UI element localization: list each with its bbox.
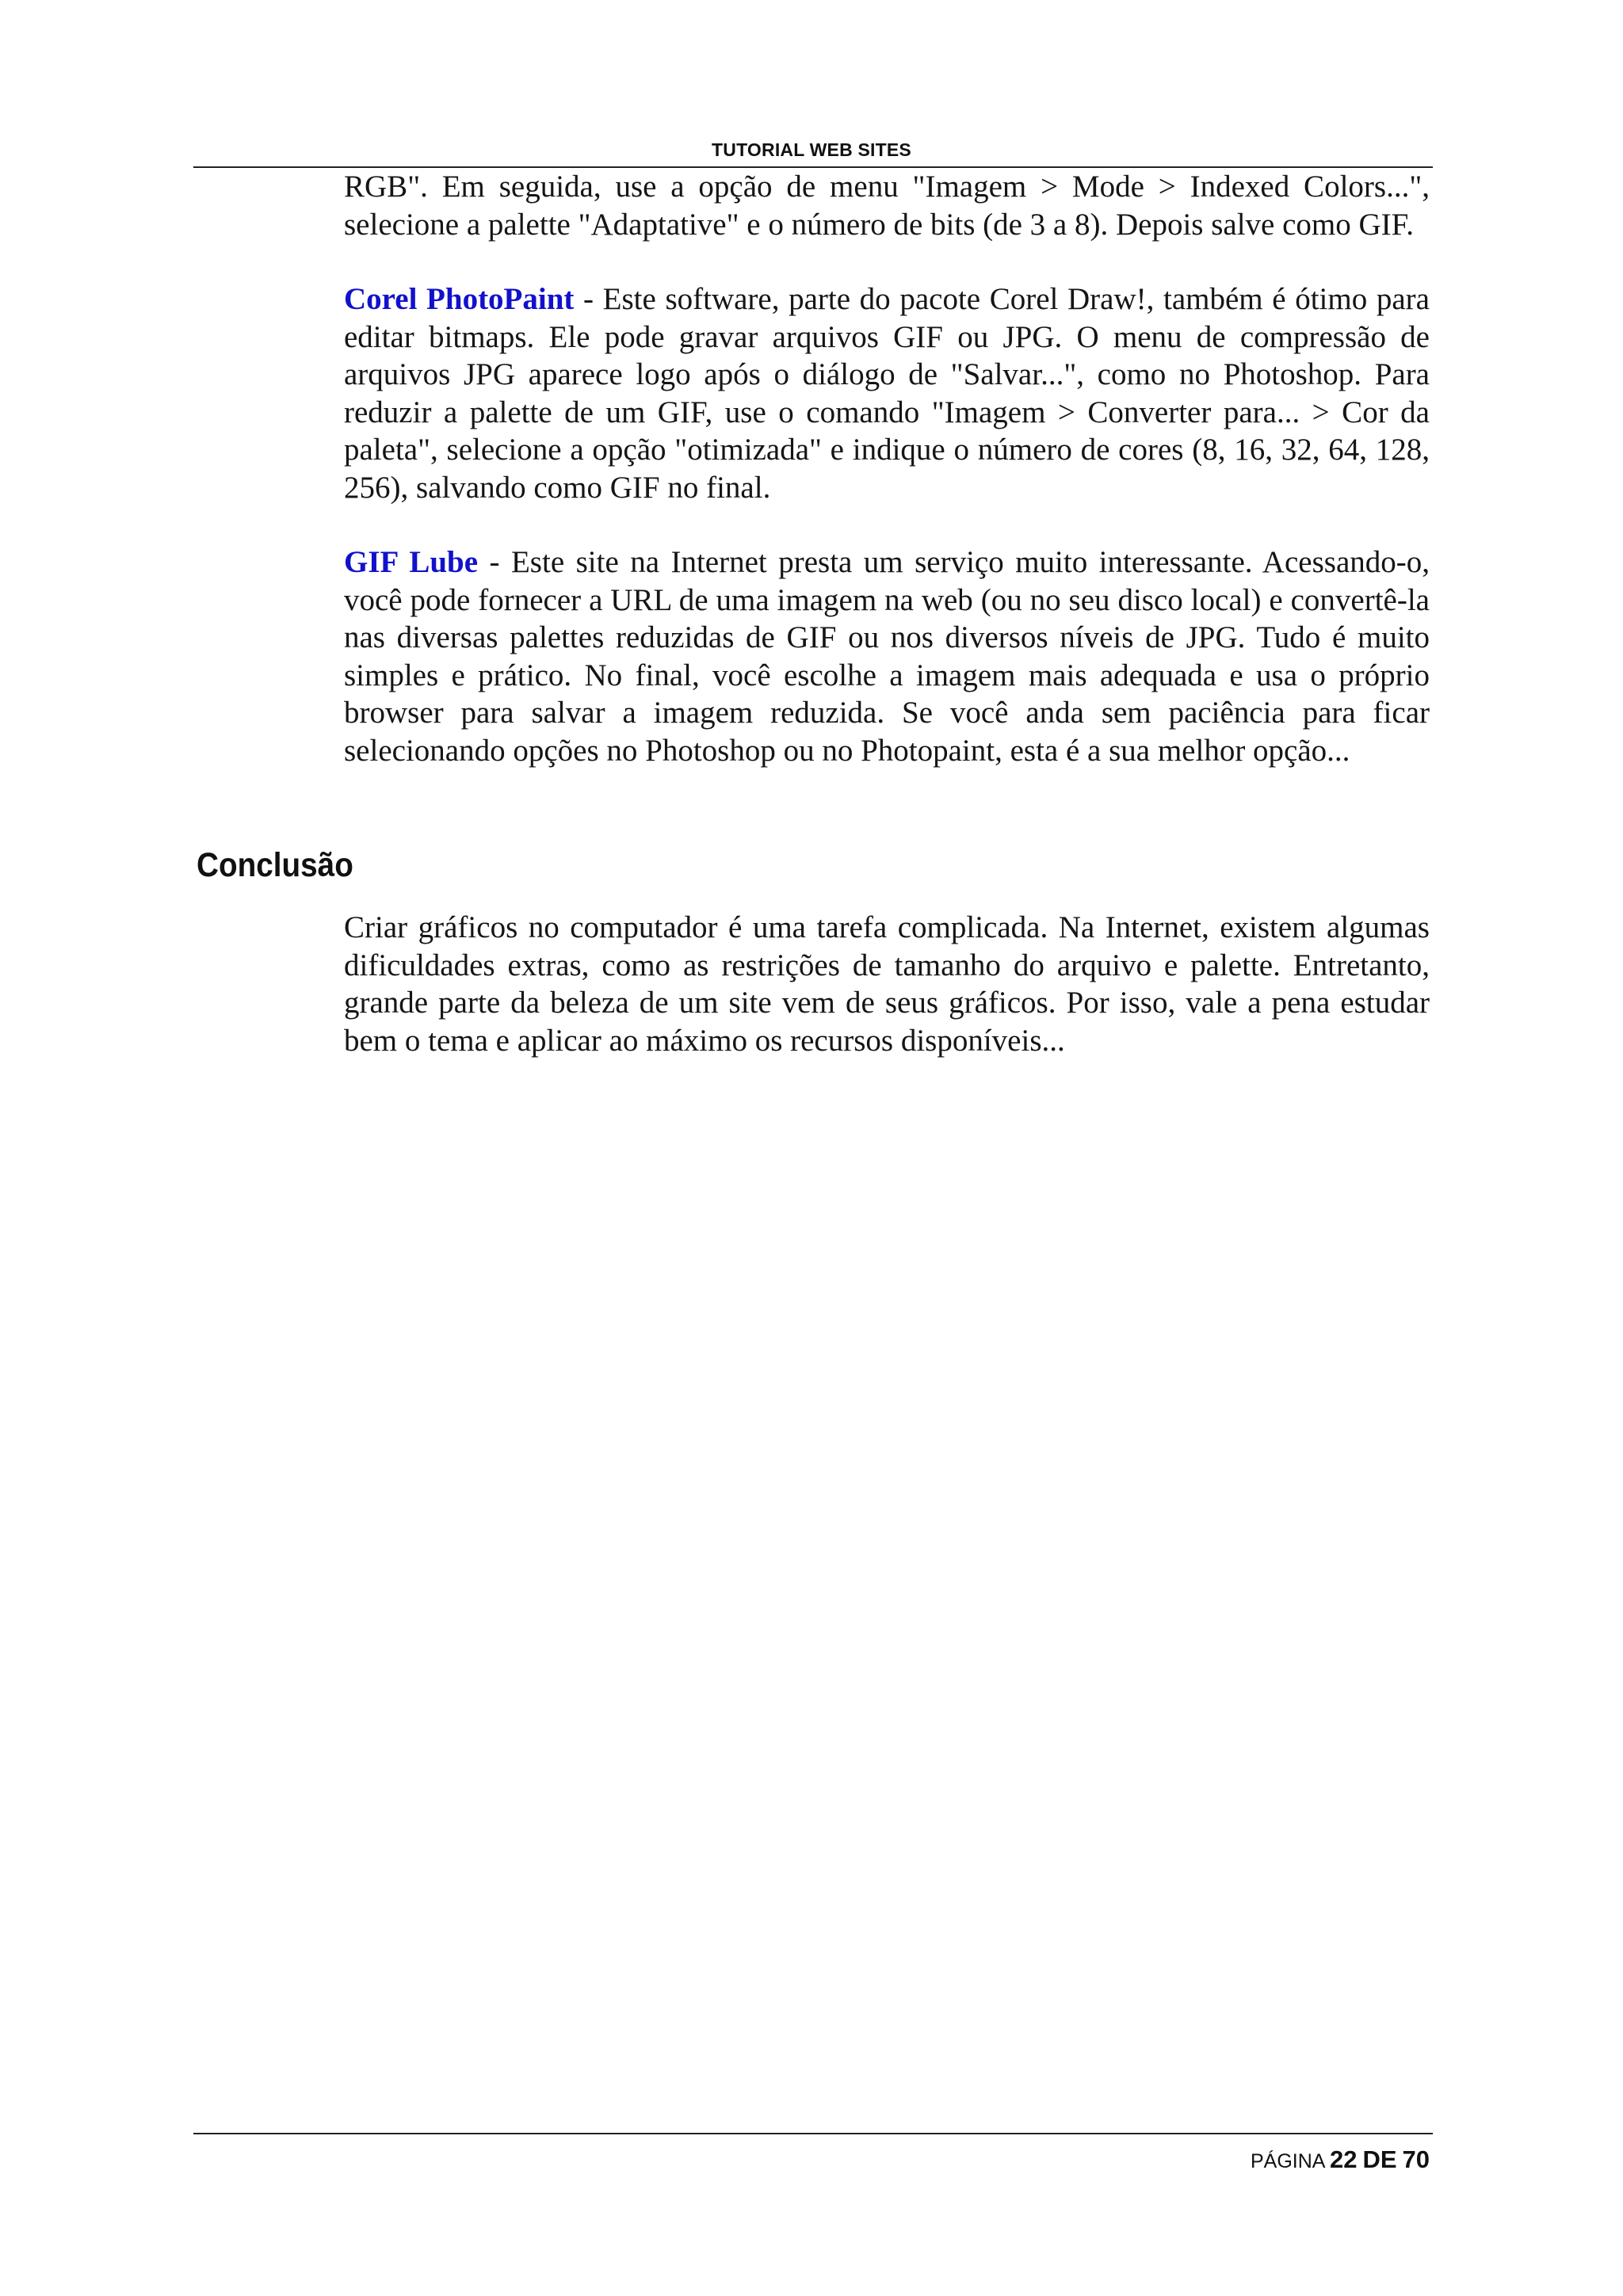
- gif-lube-description: - Este site na Internet presta um serviço muito interessante. Acessando-o, você pode fornecer a URL de uma imagem na web (ou no seu disco local) e convertê-la nas diversas palettes reduzidas de GIF ou nos diversos níveis de JPG. Tudo é muito simples e prático. No final, você escolhe a imagem mais adequada e usa o próprio browser para salvar a imagem reduzida. Se você anda sem paciência para ficar selecionando opções no Photoshop ou no Photopaint, esta é a sua melhor opção...: [344, 545, 1430, 768]
- page-of-label: DE: [1362, 2145, 1397, 2173]
- page-label: PÁGINA: [1251, 2150, 1325, 2172]
- running-header: TUTORIAL WEB SITES: [712, 139, 911, 160]
- paragraph-corel-photopaint: [344, 280, 1430, 506]
- page-total: 70: [1402, 2145, 1430, 2173]
- corel-photopaint-lead: Corel PhotoPaint: [344, 282, 575, 316]
- corel-paragraph-text: [344, 280, 1430, 506]
- giflube-paragraph-text: [344, 543, 1430, 769]
- paragraph-conclusion: [344, 909, 1430, 1059]
- page-number: 22: [1330, 2145, 1358, 2173]
- footer-rule: [193, 2133, 1433, 2134]
- page-footer: [1251, 2145, 1430, 2174]
- paragraph-gif-lube: [344, 543, 1430, 769]
- conclusion-text: Criar gráficos no computador é uma tarefa complicada. Na Internet, existem algumas dificuldades extras, como as restrições de tamanho do arquivo e palette. Entretanto, grande parte da beleza de um site vem de seus gráficos. Por isso, vale a pena estudar bem o tema e aplicar ao máximo os recursos disponíveis...: [344, 910, 1430, 1058]
- section-heading-conclusao: Conclusão: [197, 846, 353, 884]
- corel-photopaint-description: - Este software, parte do pacote Corel Draw!, também é ótimo para editar bitmaps. Ele pode gravar arquivos GIF ou JPG. O menu de compressão de arquivos JPG aparece logo após o diálogo de "Salvar...", como no Photoshop. Para reduzir a palette de um GIF, use o comando "Imagem > Converter para... > Cor da paleta", selecione a opção "otimizada" e indique o número de cores (8, 16, 32, 64, 128, 256), salvando como GIF no final.: [344, 282, 1430, 505]
- intro-text: RGB". Em seguida, use a opção de menu "Imagem > Mode > Indexed Colors...", selecione a palette "Adaptative" e o número de bits (de 3 a 8). Depois salve como GIF.: [344, 170, 1430, 242]
- paragraph-intro: [344, 168, 1430, 243]
- gif-lube-lead: GIF Lube: [344, 545, 479, 579]
